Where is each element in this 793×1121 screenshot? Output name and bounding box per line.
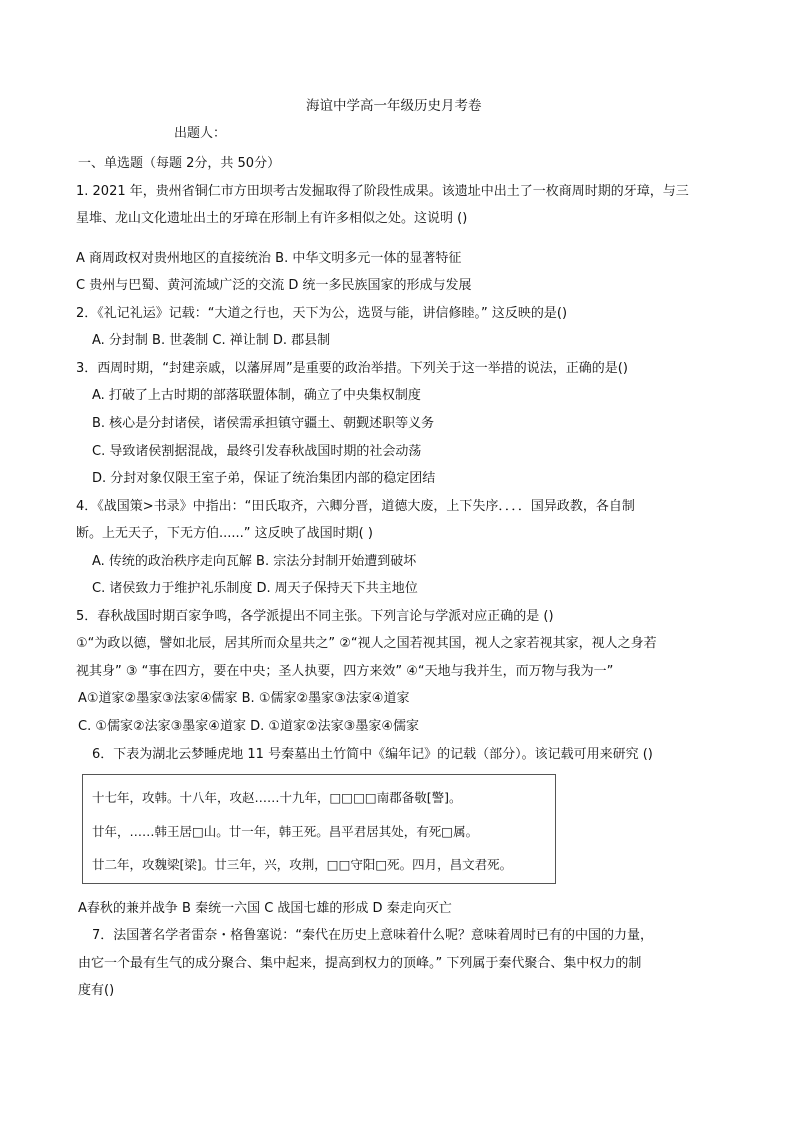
q5-quote-line2: 视其身” ③ “事在四方，要在中央；圣人执要，四方来效” ④“天地与我并生，而万物与我为一” [76, 664, 614, 679]
table-row: 廿二年，攻魏梁[梁]。廿三年，兴，攻荆，□□守阳□死。四月，昌文君死。 [92, 857, 513, 872]
q6-options: A春秋的兼并战争 B 秦统一六国 C 战国七雄的形成 D 秦走向灭亡 [78, 901, 452, 916]
q5-options-cd: C. ①儒家②法家③墨家④道家 D. ①道家②法家③墨家④儒家 [78, 719, 419, 734]
section-heading: 一、单选题（每题 2分，共 50分） [78, 156, 281, 171]
q4-stem-line1: 4．《战国策>书录》中指出：“田氏取齐，六卿分晋，道德大废，上下失序．．．．国异政教，各自制 [76, 499, 635, 514]
q6-stem: 6．下表为湖北云梦睡虎地 11 号秦墓出土竹简中《编年记》的记载（部分）。该记载可用来研究 () [92, 747, 653, 762]
q5-stem: 5．春秋战国时期百家争鸣，各学派提出不同主张。下列言论与学派对应正确的是 () [76, 609, 554, 624]
q7-stem-line2: 由它一个最有生气的成分聚合、集中起来，提高到权力的顶峰。” 下列属于秦代聚合、集中权力的制 [78, 956, 642, 971]
q3-option-d: D. 分封对象仅限王室子弟，保证了统治集团内部的稳定团结 [92, 471, 436, 486]
q6-source-table [82, 774, 556, 884]
q2-options: A. 分封制 B. 世袭制 C. 禅让制 D. 郡县制 [92, 333, 331, 348]
q3-option-c: C. 导致诸侯割据混战，最终引发春秋战国时期的社会动荡 [92, 444, 422, 459]
q3-option-b: B. 核心是分封诸侯，诸侯需承担镇守疆土、朝觐述职等义务 [92, 416, 435, 431]
table-row: 廿年，……韩王居□山。廿一年，韩王死。昌平君居其处，有死□属。 [92, 824, 479, 839]
exam-title: 海谊中学高一年级历史月考卷 [306, 98, 482, 114]
q1-stem-line2: 星堆、龙山文化遗址出土的牙璋在形制上有许多相似之处。这说明 () [76, 211, 468, 226]
q1-options-ab: A 商周政权对贵州地区的直接统治 B. 中华文明多元一体的显著特征 [76, 251, 462, 266]
q2-stem: 2．《礼记礼运》记载：“大道之行也，天下为公，选贤与能，讲信修睦。” 这反映的是() [76, 306, 568, 321]
table-row: 十七年，攻韩。十八年，攻赵……十九年，□□□□南郡备敬[警]。 [92, 790, 462, 805]
q1-options-cd: C 贵州与巴蜀、黄河流域广泛的交流 D 统一多民族国家的形成与发展 [76, 278, 472, 293]
q3-stem: 3．西周时期，“封建亲戚，以藩屏周”是重要的政治举措。下列关于这一举措的说法，正确的是() [76, 361, 628, 376]
q4-options-ab: A. 传统的政治秩序走向瓦解 B. 宗法分封制开始遭到破坏 [92, 554, 417, 569]
q5-quote-line1: ①“为政以德，譬如北辰，居其所而众星共之” ②“视人之国若视其国，视人之家若视其家，视人之身若 [76, 636, 657, 651]
q4-stem-line2: 断。上无天子，下无方伯......” 这反映了战国时期( ) [76, 526, 373, 541]
q1-stem-line1: 1. 2021 年，贵州省铜仁市方田坝考古发掘取得了阶段性成果。该遗址中出土了一枚商周时期的牙璋，与三 [76, 184, 689, 199]
q3-option-a: A. 打破了上古时期的部落联盟体制，确立了中央集权制度 [92, 388, 421, 403]
q5-options-ab: A①道家②墨家③法家④儒家 B. ①儒家②墨家③法家④道家 [78, 691, 410, 706]
q7-stem-line3: 度有() [78, 983, 115, 998]
author-label: 出题人： [174, 126, 227, 141]
q4-options-cd: C. 诸侯致力于维护礼乐制度 D. 周天子保持天下共主地位 [92, 581, 418, 596]
q7-stem-line1: 7．法国著名学者雷奈・格鲁塞说：“秦代在历史上意味着什么呢？意味着周时已有的中国的力量， [92, 928, 654, 943]
